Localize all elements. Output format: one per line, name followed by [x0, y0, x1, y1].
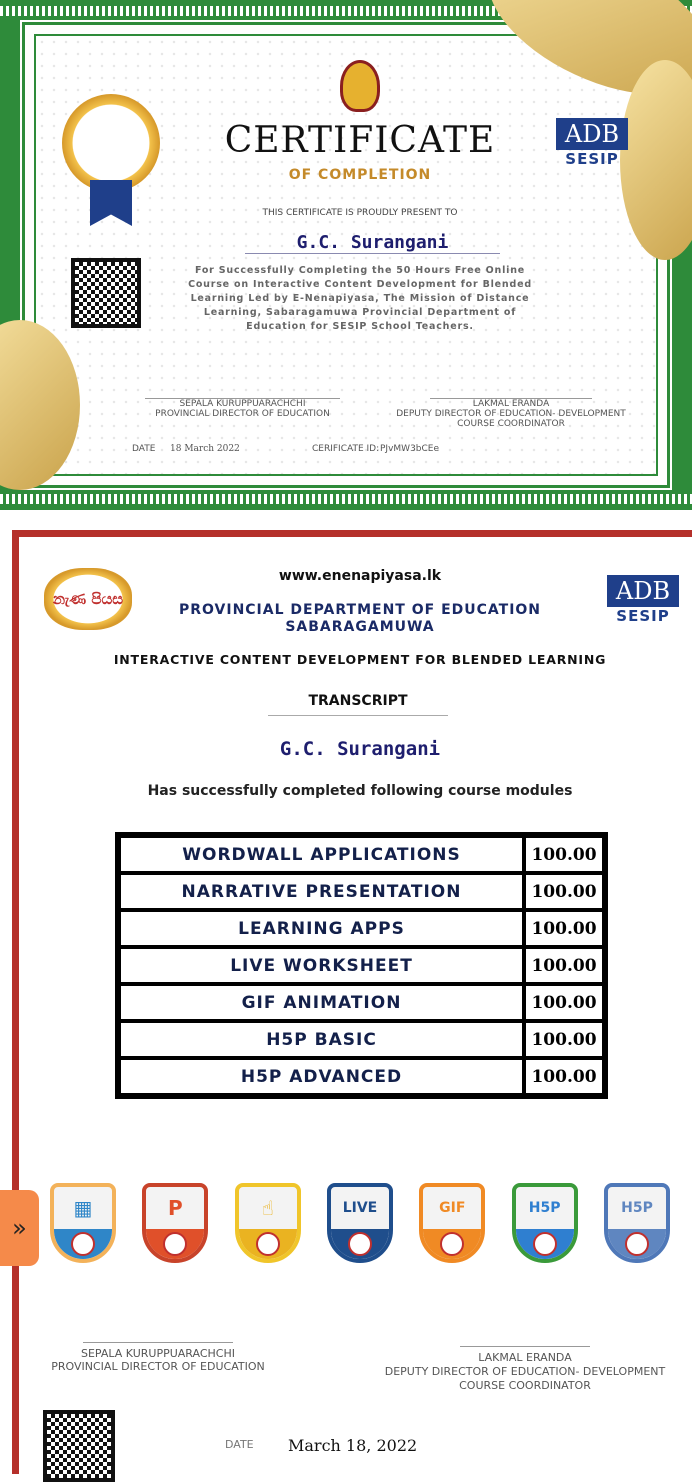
- adb-text: ADB: [607, 575, 679, 607]
- module-name: GIF ANIMATION: [119, 984, 524, 1021]
- module-name: H5P BASIC: [119, 1021, 524, 1058]
- enenapiyasa-logo-icon: [533, 1232, 557, 1256]
- badge-base: [331, 1229, 389, 1259]
- course-title: INTERACTIVE CONTENT DEVELOPMENT FOR BLENDED LEARNING: [113, 652, 607, 667]
- signatory-name: SEPALA KURUPPUARACHCHI: [81, 1347, 235, 1360]
- module-name: WORDWALL APPLICATIONS: [119, 836, 524, 873]
- recipient-name: G.C. Surangani: [279, 738, 441, 760]
- learning-apps-icon: [235, 1183, 301, 1263]
- module-name: H5P ADVANCED: [119, 1058, 524, 1095]
- border-stripe: [0, 494, 692, 504]
- sesip-text: SESIP: [616, 607, 670, 625]
- badge-glyph: H5P: [621, 1200, 653, 1216]
- badge-base: [608, 1229, 666, 1259]
- signatory-role: COURSE COORDINATOR: [459, 1379, 591, 1392]
- sesip-text: SESIP: [565, 150, 619, 168]
- department-line: PROVINCIAL DEPARTMENT OF EDUCATION: [178, 602, 542, 618]
- h5p-basic-icon: [512, 1183, 578, 1263]
- emblem-icon: [340, 60, 380, 112]
- badge-base: [516, 1229, 574, 1259]
- enenapiyasa-logo: [62, 94, 160, 192]
- adb-sesip-logo: [556, 118, 628, 168]
- signatory-role: DEPUTY DIRECTOR OF EDUCATION- DEVELOPMENT: [396, 409, 626, 419]
- transcript-heading: TRANSCRIPT: [268, 693, 448, 716]
- module-row: [119, 873, 604, 910]
- module-row: [119, 1021, 604, 1058]
- department-line: SABARAGAMUWA: [285, 619, 435, 635]
- modules-table: [115, 832, 608, 1099]
- badge-glyph: P: [167, 1196, 183, 1220]
- date-label: DATE: [225, 1438, 254, 1451]
- signatory-name: SEPALA KURUPPUARACHCHI: [179, 399, 306, 409]
- certificate-title: CERTIFICATE: [224, 120, 496, 161]
- adb-sesip-logo: [607, 575, 679, 625]
- module-score: 100.00: [524, 1058, 604, 1095]
- signatory-1: [145, 398, 340, 419]
- signatory-role: PROVINCIAL DIRECTOR OF EDUCATION: [51, 1360, 265, 1373]
- date-value: 18 March 2022: [170, 444, 240, 454]
- h5p-advanced-icon: [604, 1183, 670, 1263]
- adb-text: ADB: [556, 118, 628, 150]
- enenapiyasa-logo: [44, 568, 132, 630]
- badge-row: [50, 1183, 670, 1263]
- enenapiyasa-logo-icon: [163, 1232, 187, 1256]
- module-score: 100.00: [524, 947, 604, 984]
- badge-base: [239, 1229, 297, 1259]
- side-expand-button[interactable]: [0, 1190, 39, 1266]
- module-name: LIVE WORKSHEET: [119, 947, 524, 984]
- module-score: 100.00: [524, 984, 604, 1021]
- certificate-subtitle: OF COMPLETION: [288, 167, 432, 183]
- recipient-name: G.C. Surangani: [245, 232, 500, 254]
- website-link[interactable]: www.enenapiyasa.lk: [278, 568, 442, 584]
- module-row: [119, 947, 604, 984]
- module-name: LEARNING APPS: [119, 910, 524, 947]
- signatory-role: PROVINCIAL DIRECTOR OF EDUCATION: [155, 409, 330, 419]
- signatory-2: [380, 398, 642, 429]
- certificate-body: For Successfully Completing the 50 Hours Free Online Course on Interactive Content Development for Blended Learning Led by E-Nenapiyasa, The Mission of Distance Learning, Sabaragamuwa Provincial Department of Education for SESIP School Teachers.: [188, 265, 532, 332]
- enenapiyasa-logo-icon: [625, 1232, 649, 1256]
- powerpoint-icon: [142, 1183, 208, 1263]
- enenapiyasa-logo-icon: [440, 1232, 464, 1256]
- badge-base: [54, 1229, 112, 1259]
- badge-glyph: GIF: [439, 1200, 466, 1216]
- module-name: NARRATIVE PRESENTATION: [119, 873, 524, 910]
- module-score: 100.00: [524, 1021, 604, 1058]
- badge-base: [423, 1229, 481, 1259]
- qr-code[interactable]: [71, 258, 141, 328]
- badge-base: [146, 1229, 204, 1259]
- signatory-name: LAKMAL ERANDA: [478, 1351, 572, 1364]
- gif-icon: [419, 1183, 485, 1263]
- live-worksheet-icon: [327, 1183, 393, 1263]
- module-score: 100.00: [524, 910, 604, 947]
- enenapiyasa-logo-icon: [71, 1232, 95, 1256]
- certificate: [0, 0, 692, 510]
- signatory-role: DEPUTY DIRECTOR OF EDUCATION- DEVELOPMENT: [384, 1365, 666, 1378]
- present-to-text: THIS CERTIFICATE IS PROUDLY PRESENT TO: [262, 208, 458, 218]
- badge-glyph: ☝: [261, 1196, 274, 1220]
- date-value: March 18, 2022: [288, 1436, 418, 1455]
- certificate-id-label: CERIFICATE ID:: [312, 444, 380, 454]
- signatory-role: COURSE COORDINATOR: [457, 419, 565, 429]
- certificate-id-value: PJvMW3bCEe: [380, 444, 440, 454]
- module-score: 100.00: [524, 873, 604, 910]
- enenapiyasa-logo-icon: [348, 1232, 372, 1256]
- badge-glyph: H5P: [528, 1200, 561, 1216]
- double-chevron-right-icon: »: [12, 1214, 27, 1242]
- enenapiyasa-logo-icon: [256, 1232, 280, 1256]
- signatory-2: [360, 1346, 690, 1393]
- signatory-1: [28, 1342, 288, 1373]
- completion-statement: Has successfully completed following course modules: [147, 783, 573, 799]
- qr-code[interactable]: [43, 1410, 115, 1482]
- badge-glyph: ▦: [73, 1196, 93, 1220]
- badge-glyph: LIVE: [342, 1200, 378, 1216]
- date-label: DATE: [132, 444, 156, 454]
- module-row: [119, 1058, 604, 1095]
- module-row: [119, 910, 604, 947]
- module-row: [119, 836, 604, 873]
- department-heading: [150, 602, 570, 636]
- logo-text: නැණ පියස: [52, 590, 124, 608]
- module-row: [119, 984, 604, 1021]
- signatory-name: LAKMAL ERANDA: [472, 399, 550, 409]
- wordwall-icon: [50, 1183, 116, 1263]
- module-score: 100.00: [524, 836, 604, 873]
